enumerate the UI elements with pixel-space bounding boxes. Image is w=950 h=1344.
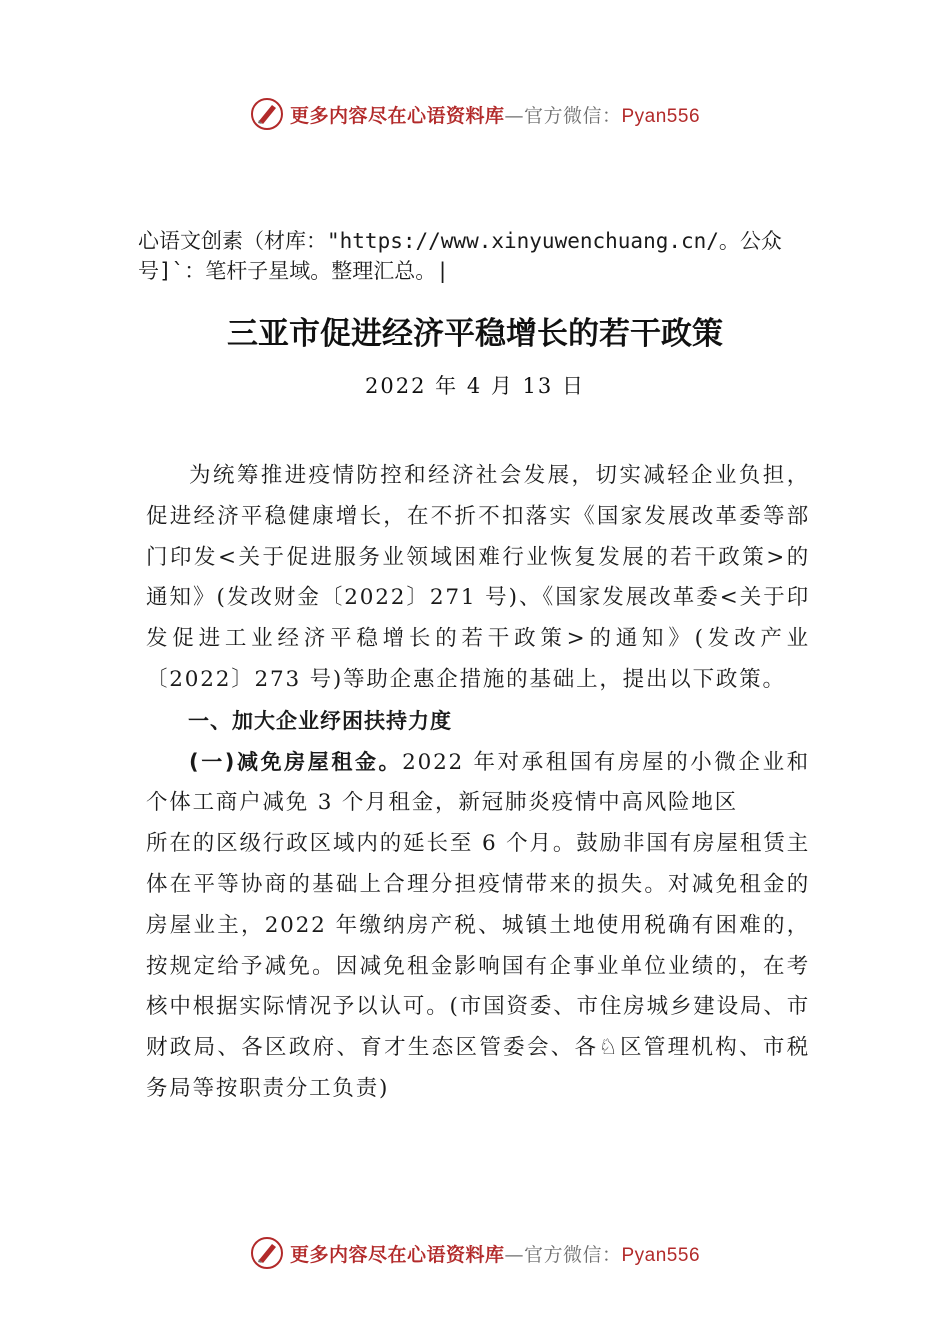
item-paragraph bbox=[146, 742, 810, 825]
document-body bbox=[146, 456, 810, 1110]
source-note-line-1: 心语文创素（材库："https://www.xinyuwenchuang.cn/。公众 bbox=[138, 229, 782, 253]
banner-brand: 更多内容尽在心语资料库 bbox=[289, 1243, 505, 1266]
banner-wechat-label: 官方微信： bbox=[523, 104, 622, 127]
banner-brand: 更多内容尽在心语资料库 bbox=[289, 104, 505, 127]
source-note bbox=[138, 226, 838, 286]
banner-text bbox=[290, 101, 700, 128]
page-title: 三亚市促进经济平稳增长的若干政策 bbox=[227, 316, 723, 352]
writing-hand-logo-icon bbox=[250, 1236, 284, 1270]
footer-banner bbox=[0, 1233, 950, 1273]
banner-wechat-label: 官方微信： bbox=[523, 1243, 622, 1266]
document-date: 2022 年 4 月 13 日 bbox=[365, 374, 585, 398]
source-note-line-2: 号]`：笔杆子星域。整理汇总。| bbox=[138, 259, 449, 283]
section-heading: 一、加大企业纾困扶持力度 bbox=[188, 708, 452, 733]
item-lead: (一)减免房屋租金。 bbox=[189, 749, 403, 774]
banner-wechat-id: Pyan556 bbox=[621, 1244, 701, 1266]
header-banner bbox=[0, 94, 950, 134]
item-paragraph-continued: 所在的区级行政区域内的延长至 6 个月。鼓励非国有房屋租赁主体在平等协商的基础上合理分担疫情带来的损失。对减免租金的房屋业主，2022 年缴纳房产税、城镇土地使用税确有困难的，按规定给予减免。因减免租金影响国有企事业单位业绩的，在考核中根据实际情况予以认可。(市国资委、市住房城乡建设局、市财政局、各区政府、育才生态区管委会、各♘区管理机构、市税务局等按职责分工负责) bbox=[146, 831, 810, 1101]
banner-dash: — bbox=[504, 104, 524, 127]
item-text-a: 2022 年对承租国有房屋的小微企业和个体工商户减免 3 个月租金，新冠肺炎疫情中高风险地区 bbox=[146, 749, 810, 816]
banner-dash: — bbox=[504, 1243, 524, 1266]
banner-text bbox=[290, 1240, 700, 1267]
writing-hand-logo-icon bbox=[250, 97, 284, 131]
banner-wechat-id: Pyan556 bbox=[621, 105, 701, 127]
intro-paragraph: 为统筹推进疫情防控和经济社会发展，切实减轻企业负担，促进经济平稳健康增长，在不折不扣落实《国家发展改革委等部门印发<关于促进服务业领域困难行业恢复发展的若干政策>的通知》(发改财金〔2022〕271 号)、《国家发展改革委<关于印发促进工业经济平稳增长的若干政策>的通知》(发改产业〔2022〕273 号)等助企惠企措施的基础上，提出以下政策。 bbox=[146, 463, 810, 692]
